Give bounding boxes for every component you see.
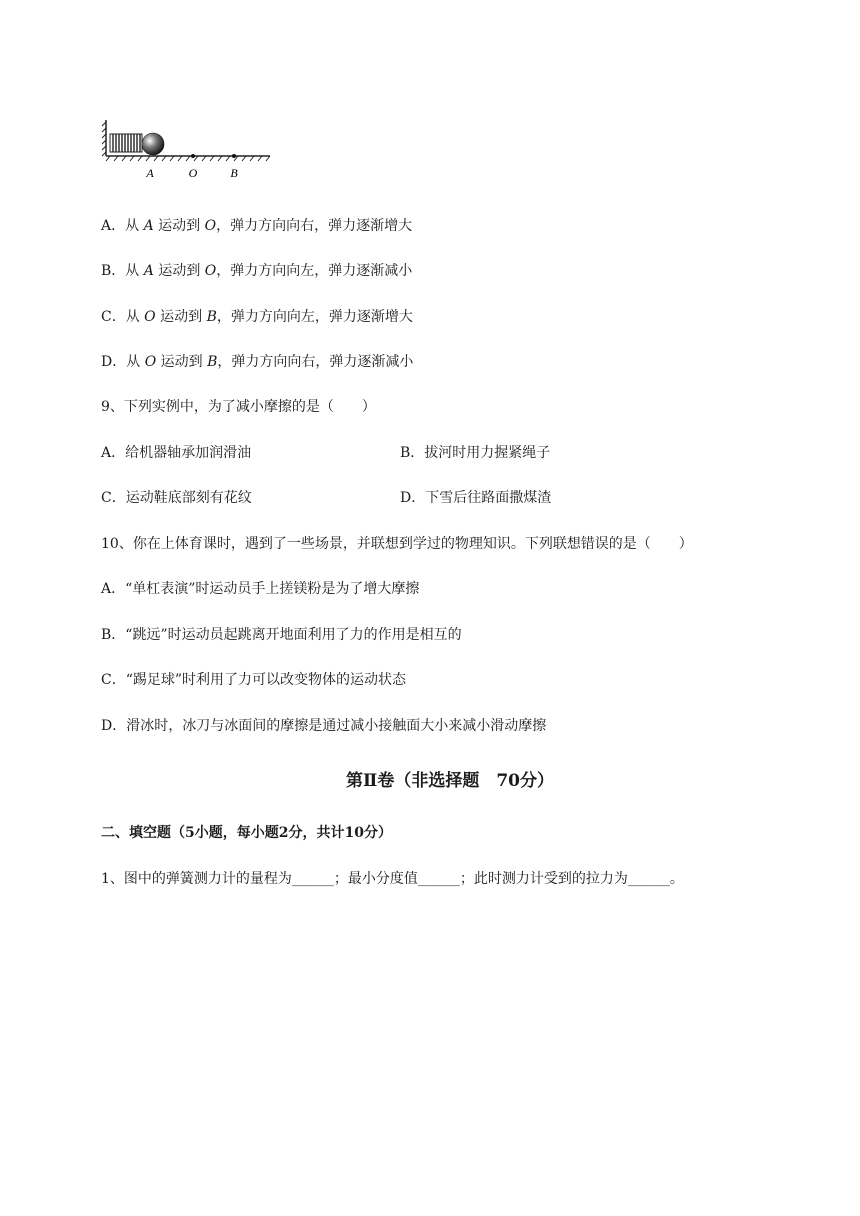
q10-option-d: D．滑冰时，冰刀与冰面间的摩擦是通过减小接触面大小来减小滑动摩擦 <box>101 718 547 734</box>
fill-in-q1: 1、图中的弹簧测力计的量程为______；最小分度值______；此时测力计受到的拉力为______。 <box>101 871 684 887</box>
fill-in-heading: 二、填空题（5小题，每小题2分，共计10分） <box>101 825 392 841</box>
spring-ball-diagram <box>100 118 280 184</box>
q9-option-c: C．运动鞋底部刻有花纹 <box>101 490 252 506</box>
point-b-dot <box>232 154 236 158</box>
label-a: A <box>146 166 154 180</box>
ground <box>106 156 270 161</box>
section-title: 第Ⅱ卷（非选择题 70分） <box>346 771 554 791</box>
point-o-dot <box>191 154 195 158</box>
label-b: B <box>230 166 238 180</box>
wall <box>102 120 106 156</box>
q10-option-b: B．“跳远”时运动员起跳离开地面利用了力的作用是相互的 <box>101 627 462 643</box>
label-o: O <box>188 166 198 180</box>
ball <box>142 133 164 155</box>
q9-option-d: D．下雪后往路面撒煤渣 <box>400 490 552 506</box>
spring <box>110 134 142 152</box>
q9-option-a: A．给机器轴承加润滑油 <box>101 445 252 461</box>
q9-question: 9、下列实例中，为了减小摩擦的是（ ） <box>101 399 376 415</box>
q8-option-d: D．从 O 运动到 B，弹力方向向右，弹力逐渐减小 <box>101 354 414 370</box>
q8-option-c: C．从 O 运动到 B，弹力方向向左，弹力逐渐增大 <box>101 309 413 325</box>
q9-option-b: B．拔河时用力握紧绳子 <box>400 445 551 461</box>
q10-option-a: A．“单杠表演”时运动员手上搓镁粉是为了增大摩擦 <box>101 581 420 597</box>
q10-option-c: C．“踢足球”时利用了力可以改变物体的运动状态 <box>101 672 407 688</box>
q8-option-b: B．从 A 运动到 O，弹力方向向左，弹力逐渐减小 <box>101 263 413 279</box>
q10-question: 10、你在上体育课时，遇到了一些场景，并联想到学过的物理知识。下列联想错误的是（ ） <box>101 536 693 552</box>
q8-option-a: A．从 A 运动到 O，弹力方向向右，弹力逐渐增大 <box>101 218 413 234</box>
